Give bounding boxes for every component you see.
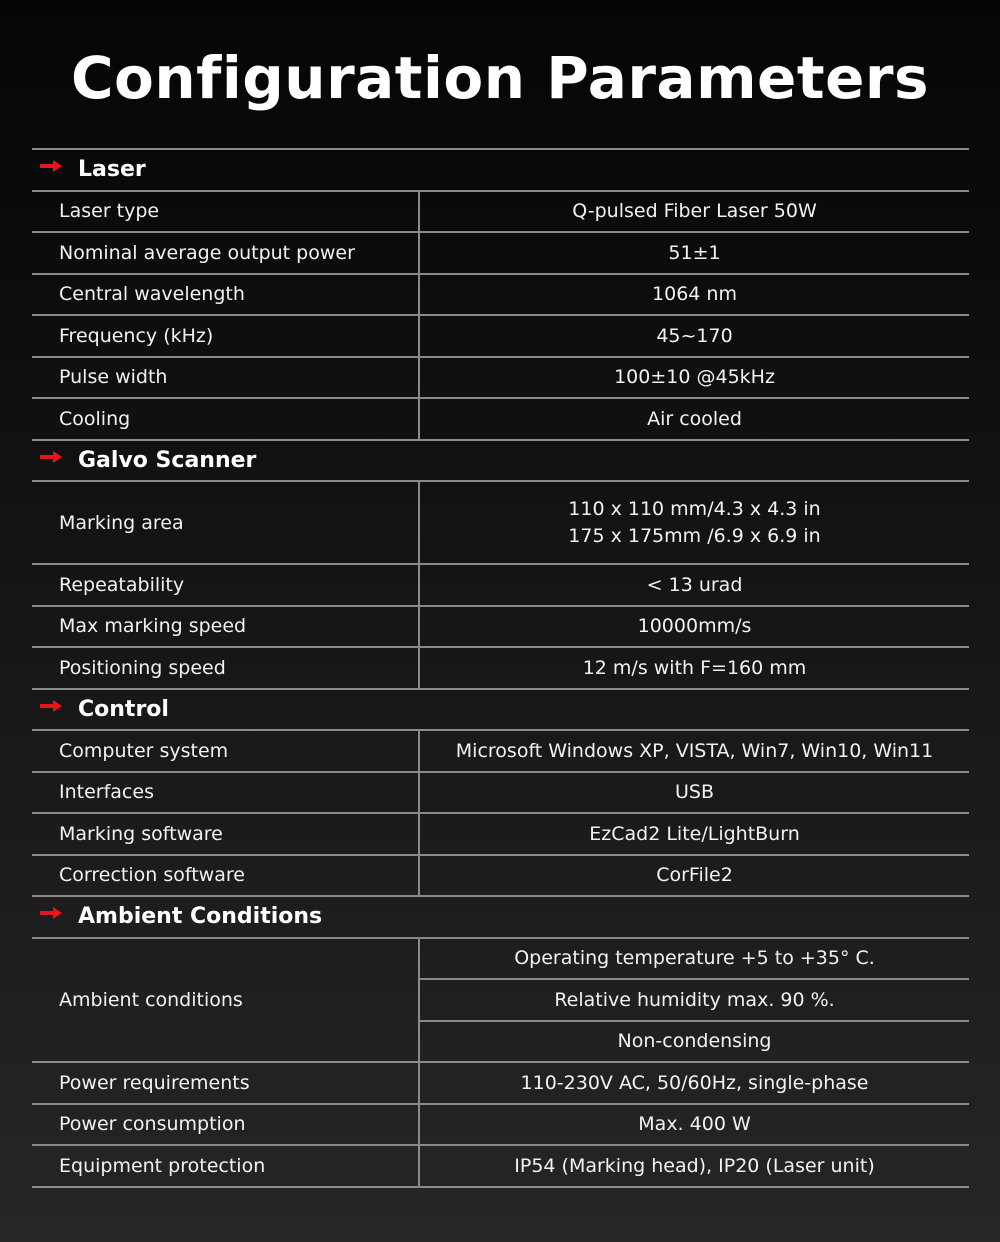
row-value: 51±1 — [419, 232, 969, 274]
table-row — [32, 647, 969, 689]
table-row — [32, 357, 969, 399]
row-value: 10000mm/s — [419, 606, 969, 648]
row-label: Repeatability — [32, 564, 419, 606]
right-arrow-icon — [40, 160, 62, 172]
table-row — [32, 191, 969, 233]
right-arrow-icon — [40, 907, 62, 919]
row-value: EzCad2 Lite/LightBurn — [419, 813, 969, 855]
row-label: Pulse width — [32, 357, 419, 399]
row-value: Microsoft Windows XP, VISTA, Win7, Win10, Win11 — [419, 730, 969, 772]
row-value: Non-condensing — [419, 1021, 969, 1063]
row-value: Air cooled — [419, 398, 969, 440]
row-value: Q-pulsed Fiber Laser 50W — [419, 191, 969, 233]
row-label: Frequency (kHz) — [32, 315, 419, 357]
right-arrow-icon — [40, 700, 62, 712]
page-title: Configuration Parameters — [70, 44, 930, 112]
table-row — [32, 315, 969, 357]
row-label: Computer system — [32, 730, 419, 772]
section-header-ambient — [32, 896, 969, 938]
table-row — [32, 274, 969, 316]
section-header-galvo — [32, 440, 969, 482]
row-label: Central wavelength — [32, 274, 419, 316]
row-value: USB — [419, 772, 969, 814]
row-value — [419, 481, 969, 564]
row-value: 110-230V AC, 50/60Hz, single-phase — [419, 1062, 969, 1104]
row-label: Marking area — [32, 481, 419, 564]
row-label: Max marking speed — [32, 606, 419, 648]
row-label: Equipment protection — [32, 1145, 419, 1187]
row-value: Max. 400 W — [419, 1104, 969, 1146]
table-row — [32, 606, 969, 648]
row-label: Cooling — [32, 398, 419, 440]
row-label: Nominal average output power — [32, 232, 419, 274]
section-title: Control — [78, 696, 169, 722]
table-row — [32, 564, 969, 606]
value-line: 110 x 110 mm/4.3 x 4.3 in — [568, 497, 821, 520]
row-value: < 13 urad — [419, 564, 969, 606]
row-value: 45~170 — [419, 315, 969, 357]
row-label: Marking software — [32, 813, 419, 855]
row-value: 100±10 @45kHz — [419, 357, 969, 399]
row-label: Laser type — [32, 191, 419, 233]
spec-table — [32, 148, 969, 1188]
row-value: IP54 (Marking head), IP20 (Laser unit) — [419, 1145, 969, 1187]
table-row — [32, 938, 969, 980]
table-row — [32, 232, 969, 274]
row-value: 1064 nm — [419, 274, 969, 316]
section-title: Galvo Scanner — [78, 447, 257, 473]
table-row — [32, 1062, 969, 1104]
table-row — [32, 481, 969, 564]
table-row — [32, 1145, 969, 1187]
value-line: 175 x 175mm /6.9 x 6.9 in — [568, 524, 821, 547]
table-row — [32, 855, 969, 897]
right-arrow-icon — [40, 451, 62, 463]
row-value: 12 m/s with F=160 mm — [419, 647, 969, 689]
row-label: Power consumption — [32, 1104, 419, 1146]
row-label: Power requirements — [32, 1062, 419, 1104]
table-row — [32, 813, 969, 855]
table-row — [32, 1104, 969, 1146]
row-value: CorFile2 — [419, 855, 969, 897]
row-label: Positioning speed — [32, 647, 419, 689]
table-row — [32, 730, 969, 772]
row-value: Relative humidity max. 90 %. — [419, 979, 969, 1021]
section-header-control — [32, 689, 969, 731]
table-row — [32, 772, 969, 814]
section-title: Ambient Conditions — [78, 904, 323, 930]
row-label: Interfaces — [32, 772, 419, 814]
section-title: Laser — [78, 157, 146, 183]
row-value: Operating temperature +5 to +35° C. — [419, 938, 969, 980]
row-label: Ambient conditions — [32, 938, 419, 1063]
table-row — [32, 398, 969, 440]
row-label: Correction software — [32, 855, 419, 897]
section-header-laser — [32, 149, 969, 191]
